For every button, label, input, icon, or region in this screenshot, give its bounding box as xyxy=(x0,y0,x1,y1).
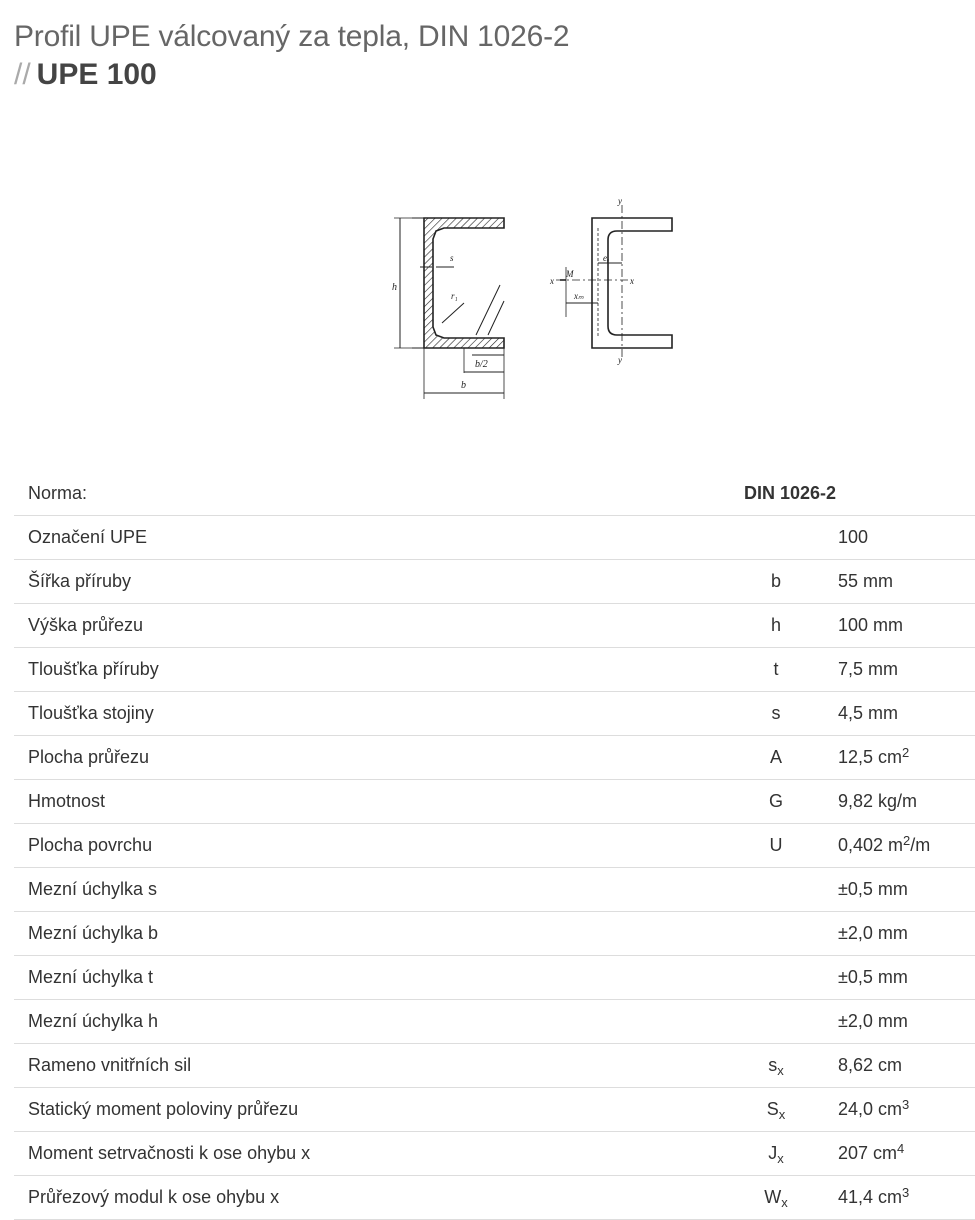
page-subtitle xyxy=(14,56,569,94)
symbol-text: t xyxy=(773,659,779,679)
row-value xyxy=(834,648,975,692)
row-label: Mezní úchylka t xyxy=(14,956,718,1000)
row-value xyxy=(834,604,975,648)
row-label: Statický moment poloviny průřezu xyxy=(14,1088,718,1132)
symbol-text: A xyxy=(769,747,782,767)
table-row xyxy=(14,956,975,1000)
value-text: 55 mm xyxy=(838,571,894,591)
table-row xyxy=(14,560,975,604)
page-title: Profil UPE válcovaný za tepla, DIN 1026-2 xyxy=(14,20,570,53)
row-value xyxy=(834,692,975,736)
row-label: Rameno vnitřních sil xyxy=(14,1044,718,1088)
row-value xyxy=(834,912,975,956)
value-text: ±0,5 mm xyxy=(838,967,908,987)
row-label: Plocha povrchu xyxy=(14,824,718,868)
label-y-top: y xyxy=(618,196,622,206)
row-label: Mezní úchylka s xyxy=(14,868,718,912)
page-header xyxy=(14,18,569,94)
value-superscript: 2 xyxy=(903,833,911,848)
label-m: M xyxy=(566,269,574,279)
value-text: 9,82 kg/m xyxy=(838,791,918,811)
table-row xyxy=(14,824,975,868)
value-text: 100 mm xyxy=(838,615,904,635)
value-text: ±0,5 mm xyxy=(838,879,908,899)
value-text: ±2,0 mm xyxy=(838,1011,908,1031)
subtitle-prefix: // xyxy=(14,58,31,91)
table-row-norm xyxy=(14,472,975,516)
specification-table xyxy=(14,472,975,1220)
row-value xyxy=(834,868,975,912)
table-row xyxy=(14,604,975,648)
table-row xyxy=(14,868,975,912)
row-label: Tloušťka stojiny xyxy=(14,692,718,736)
row-symbol xyxy=(718,648,834,692)
symbol-subscript: x xyxy=(777,1151,784,1166)
value-superscript: 2 xyxy=(902,745,910,760)
row-label: Tloušťka příruby xyxy=(14,648,718,692)
symbol-text: U xyxy=(769,835,783,855)
symbol-text: s xyxy=(768,1055,778,1075)
value-superscript: 3 xyxy=(902,1097,910,1112)
row-label: Šířka příruby xyxy=(14,560,718,604)
label-x-left: x xyxy=(550,276,554,286)
row-symbol xyxy=(718,824,834,868)
row-value xyxy=(834,736,975,780)
value-text: 207 cm xyxy=(838,1143,898,1163)
row-label: Označení UPE xyxy=(14,516,718,560)
row-symbol xyxy=(718,516,834,560)
label-b-half: b/2 xyxy=(475,359,488,370)
symbol-subscript: x xyxy=(777,1063,784,1078)
table-row xyxy=(14,516,975,560)
table-row xyxy=(14,1044,975,1088)
value-text: 24,0 cm xyxy=(838,1099,903,1119)
table-row xyxy=(14,912,975,956)
row-symbol xyxy=(718,1044,834,1088)
symbol-text: W xyxy=(764,1187,782,1207)
symbol-text: J xyxy=(768,1143,778,1163)
label-r1: r₁ xyxy=(451,291,458,301)
row-symbol xyxy=(718,736,834,780)
row-value xyxy=(834,824,975,868)
row-value xyxy=(834,1176,975,1220)
row-value xyxy=(834,956,975,1000)
symbol-text: b xyxy=(770,571,781,591)
label-h: h xyxy=(392,282,397,293)
row-value xyxy=(834,780,975,824)
value-superscript: 4 xyxy=(897,1141,905,1156)
row-value xyxy=(834,1132,975,1176)
row-symbol xyxy=(718,1088,834,1132)
label-x-right: x xyxy=(630,276,634,286)
value-text: 4,5 mm xyxy=(838,703,899,723)
row-symbol xyxy=(718,780,834,824)
row-symbol xyxy=(718,1000,834,1044)
value-text: 100 xyxy=(838,527,869,547)
label-s: s xyxy=(450,253,454,263)
symbol-text: S xyxy=(766,1099,779,1119)
row-symbol xyxy=(718,956,834,1000)
value-text: 12,5 cm xyxy=(838,747,903,767)
row-value xyxy=(834,1088,975,1132)
row-value xyxy=(834,560,975,604)
label-ey: eᵧ xyxy=(603,253,610,263)
row-symbol xyxy=(718,912,834,956)
value-text: 0,402 m xyxy=(838,835,904,855)
symbol-subscript: x xyxy=(781,1195,788,1210)
table-row xyxy=(14,1000,975,1044)
value-superscript: 3 xyxy=(902,1185,910,1200)
row-label: Moment setrvačnosti k ose ohybu x xyxy=(14,1132,718,1176)
row-symbol xyxy=(718,1176,834,1220)
table-row xyxy=(14,736,975,780)
profile-name: UPE 100 xyxy=(36,58,157,91)
table-row xyxy=(14,780,975,824)
row-symbol xyxy=(718,560,834,604)
value-text: ±2,0 mm xyxy=(838,923,908,943)
row-symbol xyxy=(718,1132,834,1176)
row-label: Průřezový modul k ose ohybu x xyxy=(14,1176,718,1220)
row-symbol xyxy=(718,692,834,736)
table-row xyxy=(14,1176,975,1220)
row-label: Plocha průřezu xyxy=(14,736,718,780)
row-value xyxy=(834,1000,975,1044)
value-text: 7,5 mm xyxy=(838,659,899,679)
table-row xyxy=(14,1088,975,1132)
row-symbol xyxy=(718,604,834,648)
table-row xyxy=(14,648,975,692)
symbol-text: h xyxy=(770,615,781,635)
value-suffix: /m xyxy=(910,835,931,855)
profile-cross-section-drawing xyxy=(380,195,690,405)
symbol-text: G xyxy=(768,791,783,811)
symbol-text: s xyxy=(771,703,781,723)
row-value xyxy=(834,1044,975,1088)
row-label: Výška průřezu xyxy=(14,604,718,648)
row-symbol xyxy=(718,868,834,912)
label-xm: xₘ xyxy=(574,291,584,301)
label-b: b xyxy=(461,380,466,391)
symbol-subscript: x xyxy=(778,1107,786,1122)
value-text: 41,4 cm xyxy=(838,1187,903,1207)
value-text: 8,62 cm xyxy=(838,1055,903,1075)
row-value xyxy=(834,516,975,560)
label-y-bottom: y xyxy=(618,355,622,365)
row-label: Mezní úchylka h xyxy=(14,1000,718,1044)
row-label: Hmotnost xyxy=(14,780,718,824)
right-profile-drawing xyxy=(549,196,672,365)
table-row xyxy=(14,692,975,736)
table-row xyxy=(14,1132,975,1176)
norm-label: Norma: xyxy=(14,472,718,516)
row-label: Mezní úchylka b xyxy=(14,912,718,956)
norm-value: DIN 1026-2 xyxy=(718,472,975,516)
left-profile-drawing xyxy=(392,218,504,399)
